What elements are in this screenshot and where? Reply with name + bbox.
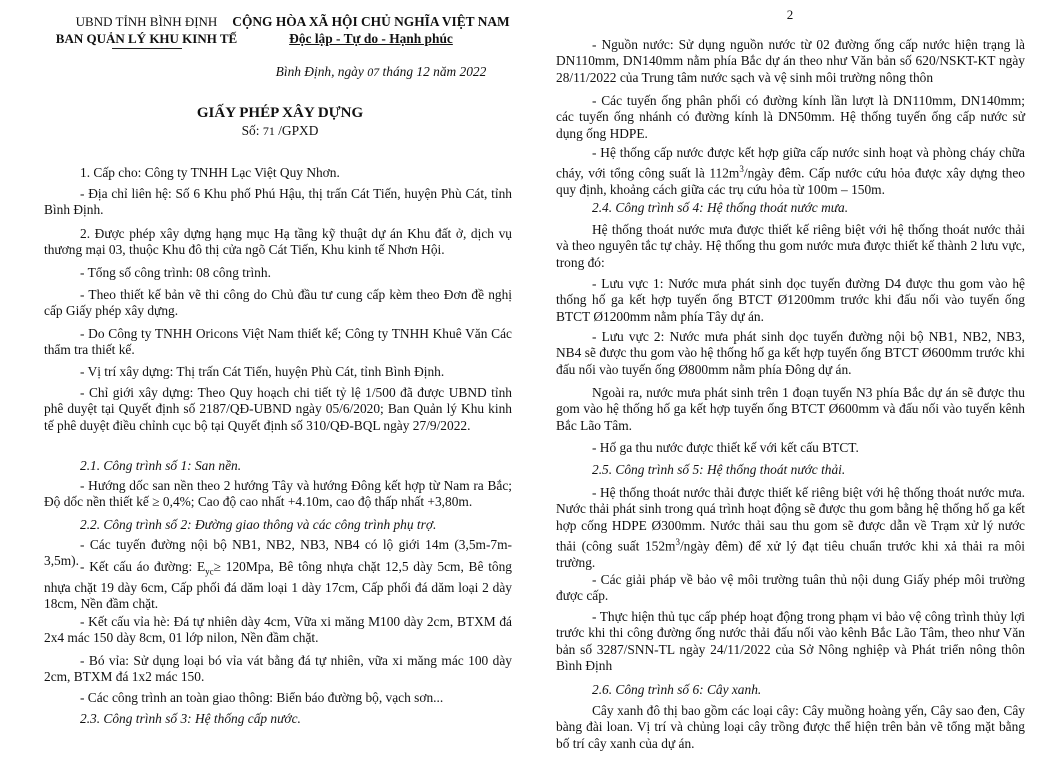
document-title (180, 105, 380, 140)
number-suffix: /GPXD (278, 123, 319, 138)
wastewater-system (556, 485, 1025, 572)
water-source: - Nguồn nước: Sử dụng nguồn nước từ 02 đường ống cấp nước hiện trạng là DN110mm, DN140mm nằm phía Bắc dự án theo như Văn bản số 620/NSKT-KT ngày 28/11/2022 của Trung tâm nước sạch và vệ sinh môi trường nông thôn (556, 37, 1025, 85)
trees: Cây xanh đô thị bao gồm các loại cây: Cây muồng hoàng yến, Cây sao đen, Cây bàng đài loan. Vị trí và chủng loại cây trồng được thể hiện trên bản vẽ tổng mặt bằng bố trí cây xanh của dự án. (556, 703, 1025, 751)
title-number (180, 122, 380, 140)
curb-spec: - Bó vỉa: Sử dụng loại bó vỉa vát bằng đá tự nhiên, vữa xi măng mác 100 dày 2cm, BTXM đá 1x2 mác 150. (44, 653, 512, 685)
nation-line2: Độc lập - Tự do - Hạnh phúc (289, 31, 453, 46)
building-line: - Chỉ giới xây dựng: Theo Quy hoạch chi tiết tỷ lệ 1/500 đã được UBND tỉnh phê duyệt tại Quyết định số 2187/QĐ-UBND ngày 05/6/2020; Ban Quản lý Khu kinh tế phê duyệt điều chỉnh cục bộ tại Quyết định số 310/QĐ-BQL ngày 27/9/2022. (44, 385, 512, 433)
permitted-item: 2. Được phép xây dựng hạng mục Hạ tầng kỹ thuật dự án Khu đất ở, dịch vụ thương mại 03, thuộc Khu đô thị cửa ngõ Cát Tiến, Khu kinh tế Nhơn Hội. (44, 226, 512, 258)
basin-1: - Lưu vực 1: Nước mưa phát sinh dọc tuyến đường D4 được thu gom vào hệ thống hố ga kết hợp tuyến ống BTCT Ø1200mm trước khi đấu nối vào tuyến ống BTCT Ø1200mm nằm phía Tây dự án. (556, 276, 1025, 324)
waste-before: - Hệ thống thoát nước thải được thiết kế riêng biệt với hệ thống thoát nước mưa. Nước thải phát sinh trong quá trình hoạt động sẽ được thu gom bằng hệ thống hố ga kết hợp cống HDPE Ø300mm. Nước thải sau thu gom sẽ được dẫn về Trạm xử lý nước thải (công suất 152m (556, 485, 1025, 554)
section-2-2: 2.2. Công trình số 2: Đường giao thông và các công trình phụ trợ. (80, 517, 437, 532)
environment-measures: - Các giải pháp về bảo vệ môi trường tuân thủ nội dung Giấy phép môi trường được cấp. (556, 572, 1025, 604)
additional-stormwater: Ngoài ra, nước mưa phát sinh trên 1 đoạn tuyến N3 phía Bắc dự án sẽ được thu gom vào hệ thống hố ga kết hợp tuyến ống BTCT Ø600mm và đấu nối vào tuyến kênh Bắc Lão Tâm. (556, 385, 1025, 433)
design-drawing: - Theo thiết kế bản vẽ thi công do Chủ đầu tư cung cấp kèm theo Đơn đề nghị cấp Giấy phép xây dựng. (44, 287, 512, 319)
section-2-3: 2.3. Công trình số 3: Hệ thống cấp nước. (80, 711, 301, 726)
section-2-1: 2.1. Công trình số 1: San nền. (80, 458, 242, 473)
page-number: 2 (786, 7, 794, 22)
pavement-sub: yc (205, 566, 214, 577)
distribution-pipes: - Các tuyến ống phân phối có đường kính lần lượt là DN110mm, DN140mm; các tuyến ống nhánh có đường kính là DN50mm. Hệ thống tuyến ống cấp nước sử dụng ống HDPE. (556, 93, 1025, 141)
org-line1: UBND TỈNH BÌNH ĐỊNH (75, 14, 218, 29)
designer: - Do Công ty TNHH Oricons Việt Nam thiết kế; Công ty TNHH Khuê Văn Các thẩm tra thiết kế. (44, 326, 512, 358)
grant-to: 1. Cấp cho: Công ty TNHH Lạc Việt Quy Nhơn. (80, 165, 340, 180)
fire-after: /ngày đêm. Cấp nước cứu hỏa được xây dựng theo quy định, khoảng cách giữa các trụ cứu hỏa từ 100m – 150m. (556, 165, 1025, 198)
fire-before: - Hệ thống cấp nước được kết hợp giữa cấp nước sinh hoạt và phòng cháy chữa cháy, với tổng công suất là 112m (556, 145, 1025, 181)
date-suffix: tháng 12 năm 2022 (382, 64, 487, 79)
stormwater-system: Hệ thống thoát nước mưa được thiết kế riêng biệt với hệ thống thoát nước thải và theo nguyên tắc tự chảy. Hệ thống thu gom nước mưa được thiết kế thành 2 lưu vực, trong đó: (556, 222, 1025, 270)
org-line2: BAN QUẢN LÝ KHU KINH TẾ (55, 31, 238, 46)
leveling-spec: - Hướng dốc san nền theo 2 hướng Tây và hướng Đông kết hợp từ Nam ra Bắc; Độ dốc nền thiết kế ≥ 0,4%; Cao độ cao nhất +4.10m, cao độ thấp nhất +3,80m. (44, 478, 512, 510)
issue-date (240, 63, 522, 81)
waste-after: /ngày đêm) để xử lý đạt tiêu chuẩn trước khi xả thải ra môi trường. (556, 538, 1025, 571)
fire-sup: 3 (739, 164, 744, 175)
org-underline (112, 48, 182, 49)
section-2-6: 2.6. Công trình số 6: Cây xanh. (592, 682, 762, 697)
manhole-structure: - Hố ga thu nước được thiết kế với kết cấu BTCT. (592, 440, 859, 455)
date-day: 07 (367, 65, 380, 79)
pavement-after: ≥ 120Mpa, Bê tông nhựa chặt 12,5 dày 5cm, Bê tông nhựa chặt 19 dày 6cm, Cấp phối đá dăm loại 1 dày 17cm, Cấp phối đá dăm loại 2 dày 18cm, Nền đầm chặt. (44, 559, 512, 612)
traffic-safety: - Các công trình an toàn giao thông: Biển báo đường bộ, vạch sơn... (80, 690, 444, 705)
section-2-5: 2.5. Công trình số 5: Hệ thống thoát nước thải. (592, 462, 846, 477)
issuing-org (44, 13, 249, 49)
title-main: GIẤY PHÉP XÂY DỰNG (196, 105, 364, 121)
fire-water-supply (556, 145, 1025, 199)
basin-2: - Lưu vực 2: Nước mưa phát sinh dọc tuyến đường nội bộ NB1, NB2, NB3, NB4 sẽ được thu gom vào hệ thống hố ga kết hợp tuyến ống BTCT Ø600mm trước khi đấu nối vào tuyến ống Ø800mm nằm phía Đông dự án. (556, 329, 1025, 377)
section-2-4: 2.4. Công trình số 4: Hệ thống thoát nước mưa. (592, 200, 849, 215)
location: - Vị trí xây dựng: Thị trấn Cát Tiến, huyện Phù Cát, tỉnh Bình Định. (80, 364, 445, 379)
number-value: 71 (262, 124, 275, 138)
irrigation-permit: - Thực hiện thủ tục cấp phép hoạt động trong phạm vi bảo vệ công trình thủy lợi trước khi thi công đường ống nước thải đấu nối vào kênh Bắc Lão Tâm, theo như Văn bản số 3287/SNN-TL ngày 24/11/2022 của Sở Nông nghiệp và Phát triển nông thôn Bình Định (556, 609, 1025, 674)
national-motto (230, 13, 512, 47)
waste-sup: 3 (675, 537, 680, 548)
date-prefix: Bình Định, ngày (275, 64, 364, 79)
number-prefix: Số: (241, 123, 260, 138)
pavement-spec (44, 559, 512, 613)
nation-line1: CỘNG HÒA XÃ HỘI CHỦ NGHĨA VIỆT NAM (232, 14, 510, 29)
sidewalk-spec: - Kết cấu vỉa hè: Đá tự nhiên dày 4cm, Vữa xi măng M100 dày 2cm, BTXM đá 2x4 mác 150 dày 8cm, 01 lớp nilon, Nền đầm chặt. (44, 614, 512, 646)
pavement-before: - Kết cấu áo đường: E (80, 559, 206, 574)
contact-address: - Địa chỉ liên hệ: Số 6 Khu phố Phú Hậu, thị trấn Cát Tiến, huyện Phù Cát, tỉnh Bình Định. (44, 186, 512, 218)
internal-roads: - Các tuyến đường nội bộ NB1, NB2, NB3, NB4 có lộ giới 14m (3,5m-7m-3,5m). (44, 537, 512, 569)
works-count: - Tổng số công trình: 08 công trình. (80, 265, 271, 280)
